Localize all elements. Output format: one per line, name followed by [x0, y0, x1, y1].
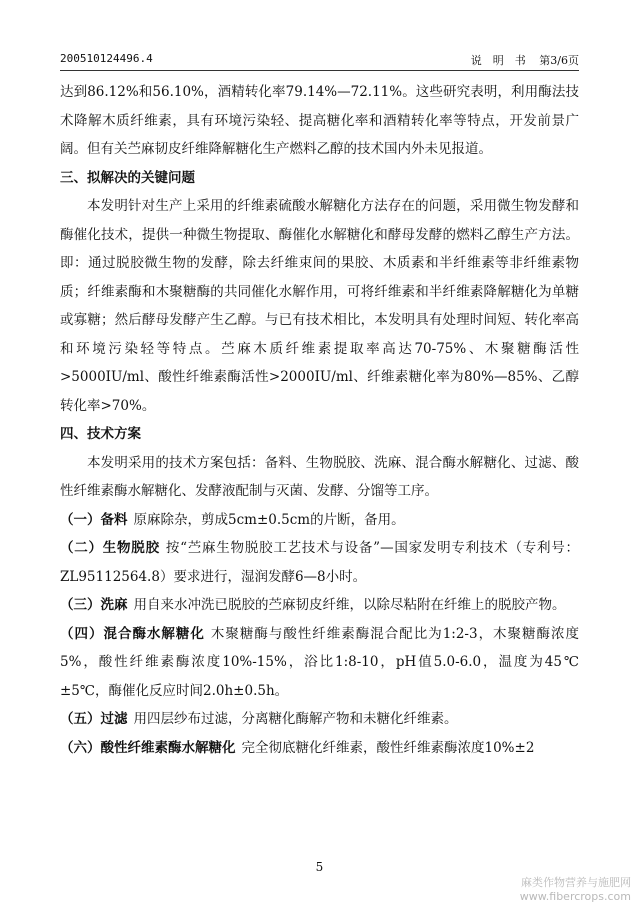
- step-text: 按“苎麻生物脱胶工艺技术与设备”—国家发明专利技术（专利号：ZL95112564.8）要求进行，湿润发酵6—8小时。: [60, 540, 579, 585]
- header-divider: [60, 70, 579, 71]
- paragraph-key-problems: 本发明针对生产上采用的纤维素硫酸水解糖化方法存在的问题，采用微生物发酵和酶催化技术，提供一种微生物提取、酶催化水解糖化和酵母发酵的燃料乙醇生产方法。即：通过脱胶微生物的发酵，除去纤维束间的果胶、木质素和半纤维素等非纤维素物质；纤维素酶和木聚糖酶的共同催化水解作用，可将纤维素和半纤维素降解糖化为单糖或寡糖；然后酵母发酵产生乙醇。与已有技术相比，本发明具有处理时间短、转化率高和环境污染轻等特点。苎麻木质纤维素提取率高达70-75%、木聚糖酶活性>5000IU/ml、酸性纤维素酶活性>2000IU/ml、纤维素糖化率为80%—85%、乙醇转化率>70%。: [60, 198, 579, 414]
- paragraph-technical-solution: 本发明采用的技术方案包括：备料、生物脱胶、洗麻、混合酶水解糖化、过滤、酸性纤维素酶水解糖化、发酵液配制与灭菌、发酵、分馏等工序。: [60, 454, 579, 499]
- step-title: （二）生物脱胶: [60, 540, 160, 556]
- step-text: 原麻除杂，剪成5cm±0.5cm的片断，备用。: [133, 511, 405, 528]
- step-text: 木聚糖酶与酸性纤维素酶混合配比为1:2-3，木聚糖酶浓度5%，酸性纤维素酶浓度10%-15%，浴比1:8-10，pH值5.0-6.0，温度为45℃±5℃，酶催化反应时间2.0h±0.5h。: [60, 625, 579, 699]
- list-item-step-2: [60, 534, 579, 591]
- header-right: [461, 52, 579, 68]
- site-watermark: [520, 876, 631, 904]
- watermark-url: www.fibercrops.com: [519, 890, 631, 903]
- section-heading-key-problems: 三、拟解决的关键问题: [60, 169, 195, 186]
- step-title: （三）洗麻: [60, 597, 128, 613]
- step-title: （六）酸性纤维素酶水解糖化: [60, 739, 236, 756]
- watermark-site-name: 麻类作物营养与施肥网: [521, 876, 631, 889]
- list-item-step-1: [60, 506, 579, 535]
- section-heading-technical-solution: 四、技术方案: [60, 426, 141, 442]
- page-number: 5: [315, 860, 324, 874]
- list-item-step-5: [60, 705, 579, 734]
- step-text: 用自来水冲洗已脱胶的苎麻韧皮纤维，以除尽粘附在纤维上的脱胶产物。: [133, 597, 566, 613]
- step-text: 用四层纱布过滤，分离糖化酶解产物和未糖化纤维素。: [133, 711, 458, 727]
- document-body: [60, 78, 579, 762]
- paragraph-intro-continued: 达到86.12%和56.10%，酒精转化率79.14%—72.11%。这些研究表明，利用酶法技术降解木质纤维素，具有环境污染轻、提高糖化率和酒精转化率等特点，开发前景广阔。但有关苎麻韧皮纤维降解糖化生产燃料乙醇的技术国内外未见报道。: [60, 84, 579, 157]
- step-title: （五）过滤: [60, 711, 128, 727]
- step-title: （四）混合酶水解糖化: [60, 625, 205, 642]
- list-item-step-3: [60, 591, 579, 620]
- document-number: 200510124496.4: [60, 52, 153, 65]
- step-text: 完全彻底糖化纤维素，酸性纤维素酶浓度10%±2: [241, 739, 535, 756]
- page-header: [60, 52, 579, 68]
- step-title: （一）备料: [60, 511, 128, 528]
- page-label: 第3/6页: [539, 54, 579, 67]
- document-type: 说 明 书: [470, 54, 526, 67]
- list-item-step-6: [60, 734, 579, 763]
- list-item-step-4: [60, 620, 579, 706]
